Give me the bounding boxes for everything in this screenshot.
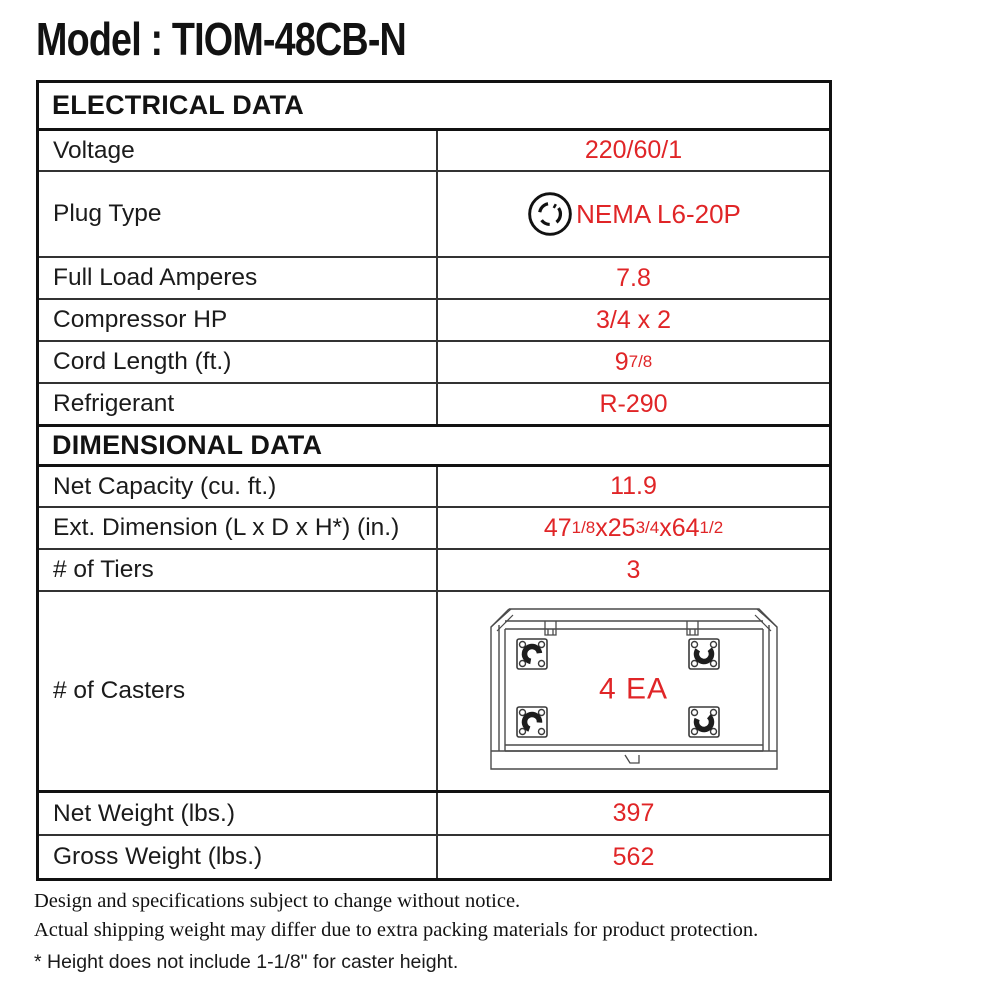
dim-separator: x	[595, 513, 608, 542]
row-value: 3/4 x 2	[436, 300, 829, 340]
dim-length-fraction: 1/8	[571, 518, 596, 537]
row-value: 7.8	[436, 258, 829, 298]
value-whole: 9	[614, 347, 629, 376]
row-value: 220/60/1	[436, 131, 829, 170]
value-fraction: 7/8	[628, 352, 653, 371]
table-row-net-capacity	[39, 464, 829, 506]
row-value	[436, 592, 829, 790]
table-row-refrigerant	[39, 382, 829, 424]
dim-depth-fraction: 3/4	[635, 518, 660, 537]
table-row-voltage	[39, 128, 829, 170]
dim-height-fraction: 1/2	[699, 518, 724, 537]
table-row-casters	[39, 590, 829, 790]
footnote-design-notice: Design and specifications subject to change without notice.	[34, 890, 521, 912]
row-label: # of Tiers	[53, 556, 154, 583]
casters-bottom-view-diagram	[489, 605, 779, 777]
table-row-plug-type	[39, 170, 829, 256]
plug-value-group	[526, 190, 741, 238]
table-row-cord-length	[39, 340, 829, 382]
table-row-tiers	[39, 548, 829, 590]
section-header-electrical	[39, 83, 829, 128]
table-row-net-weight	[39, 790, 829, 834]
row-value: R-290	[436, 384, 829, 424]
row-value: 11.9	[436, 467, 829, 506]
caster-count-value: 4 EA	[598, 672, 669, 706]
row-label: Full Load Amperes	[53, 264, 258, 291]
table-row-full-load-amperes	[39, 256, 829, 298]
row-value	[436, 172, 829, 256]
row-value	[436, 508, 829, 548]
plug-type-value: NEMA L6-20P	[576, 198, 741, 229]
footnotes	[34, 890, 1000, 974]
nema-l6-20p-plug-icon	[526, 190, 574, 238]
row-value: 562	[436, 836, 829, 878]
row-label: Cord Length (ft.)	[53, 348, 232, 375]
row-label: Gross Weight (lbs.)	[53, 843, 263, 870]
row-value: 397	[436, 793, 829, 834]
dim-separator: x	[659, 513, 672, 542]
spec-table	[36, 80, 832, 881]
row-value: 3	[436, 550, 829, 590]
dim-length-whole: 47	[543, 513, 572, 542]
dim-depth-whole: 25	[607, 513, 636, 542]
row-label: # of Casters	[53, 677, 186, 704]
section-title: ELECTRICAL DATA	[52, 90, 304, 120]
table-row-gross-weight	[39, 834, 829, 878]
section-title: DIMENSIONAL DATA	[52, 430, 323, 460]
row-label: Compressor HP	[53, 306, 228, 333]
dim-height-whole: 64	[671, 513, 700, 542]
table-row-compressor-hp	[39, 298, 829, 340]
row-label: Net Weight (lbs.)	[53, 799, 235, 827]
footnote-shipping-weight: Actual shipping weight may differ due to extra packing materials for product protection.	[34, 919, 759, 941]
row-label: Refrigerant	[53, 390, 175, 417]
footnote-caster-height: * Height does not include 1-1/8" for caster height.	[34, 951, 459, 973]
row-label: Net Capacity (cu. ft.)	[53, 472, 277, 500]
row-label: Ext. Dimension (L x D x H*) (in.)	[53, 514, 400, 541]
row-label: Plug Type	[53, 200, 162, 227]
row-value	[436, 342, 829, 382]
page-title: Model : TIOM-48CB-N	[36, 13, 406, 65]
row-label: Voltage	[53, 136, 135, 164]
section-header-dimensional	[39, 424, 829, 464]
table-row-ext-dimension	[39, 506, 829, 548]
